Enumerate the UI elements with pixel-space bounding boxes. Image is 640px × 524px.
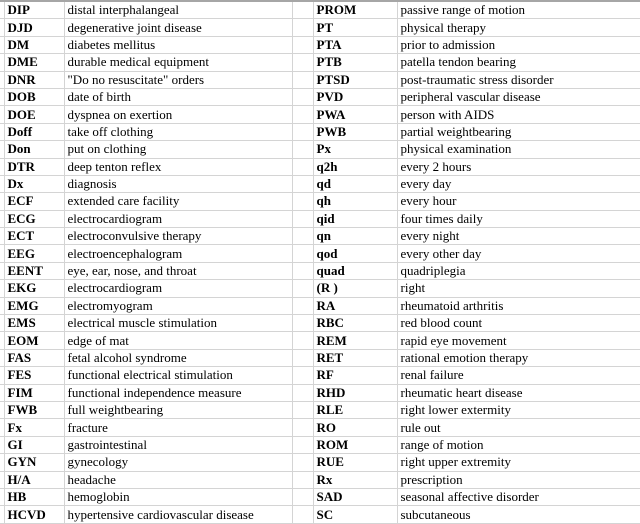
- left-abbreviation-cell[interactable]: DJD: [4, 19, 64, 36]
- left-abbreviation-cell[interactable]: Fx: [4, 419, 64, 436]
- empty-gap-cell[interactable]: [292, 297, 313, 314]
- left-definition-cell[interactable]: functional independence measure: [64, 384, 292, 401]
- empty-gap-cell[interactable]: [292, 2, 313, 19]
- left-definition-cell[interactable]: degenerative joint disease: [64, 19, 292, 36]
- right-abbreviation-cell[interactable]: qn: [313, 228, 397, 245]
- empty-gap-cell[interactable]: [292, 123, 313, 140]
- right-abbreviation-cell[interactable]: ROM: [313, 436, 397, 453]
- table-row: [0, 175, 640, 192]
- right-abbreviation-cell[interactable]: RO: [313, 419, 397, 436]
- right-definition-cell[interactable]: right: [397, 280, 640, 297]
- left-definition-cell[interactable]: extended care facility: [64, 193, 292, 210]
- right-abbreviation-cell[interactable]: qd: [313, 175, 397, 192]
- left-definition-cell[interactable]: fetal alcohol syndrome: [64, 349, 292, 366]
- table-row: [0, 315, 640, 332]
- empty-gap-cell[interactable]: [292, 245, 313, 262]
- right-definition-cell[interactable]: physical examination: [397, 141, 640, 158]
- left-abbreviation-cell[interactable]: FAS: [4, 349, 64, 366]
- empty-gap-cell[interactable]: [292, 262, 313, 279]
- left-abbreviation-cell[interactable]: ECG: [4, 210, 64, 227]
- left-abbreviation-cell[interactable]: DIP: [4, 2, 64, 19]
- right-definition-cell[interactable]: every other day: [397, 245, 640, 262]
- right-abbreviation-cell[interactable]: PT: [313, 19, 397, 36]
- right-definition-cell[interactable]: rule out: [397, 419, 640, 436]
- table-row: [0, 488, 640, 505]
- right-definition-cell[interactable]: quadriplegia: [397, 262, 640, 279]
- left-definition-cell[interactable]: diagnosis: [64, 175, 292, 192]
- table-row: [0, 506, 640, 523]
- right-abbreviation-cell[interactable]: PTA: [313, 36, 397, 53]
- right-abbreviation-cell[interactable]: Rx: [313, 471, 397, 488]
- left-definition-cell[interactable]: functional electrical stimulation: [64, 367, 292, 384]
- table-row: [0, 19, 640, 36]
- left-definition-cell[interactable]: edge of mat: [64, 332, 292, 349]
- table-row: [0, 419, 640, 436]
- table-row: [0, 123, 640, 140]
- empty-gap-cell[interactable]: [292, 384, 313, 401]
- right-abbreviation-cell[interactable]: (R ): [313, 280, 397, 297]
- left-definition-cell[interactable]: dyspnea on exertion: [64, 106, 292, 123]
- left-definition-cell[interactable]: deep tenton reflex: [64, 158, 292, 175]
- right-definition-cell[interactable]: prescription: [397, 471, 640, 488]
- right-abbreviation-cell[interactable]: PROM: [313, 2, 397, 19]
- right-abbreviation-cell[interactable]: SAD: [313, 488, 397, 505]
- left-abbreviation-cell[interactable]: EENT: [4, 262, 64, 279]
- left-abbreviation-cell[interactable]: FWB: [4, 401, 64, 418]
- empty-gap-cell[interactable]: [292, 506, 313, 523]
- empty-gap-cell[interactable]: [292, 280, 313, 297]
- empty-gap-cell[interactable]: [292, 88, 313, 105]
- left-abbreviation-cell[interactable]: GI: [4, 436, 64, 453]
- right-abbreviation-cell[interactable]: RUE: [313, 454, 397, 471]
- right-abbreviation-cell[interactable]: RLE: [313, 401, 397, 418]
- left-definition-cell[interactable]: electroconvulsive therapy: [64, 228, 292, 245]
- left-abbreviation-cell[interactable]: GYN: [4, 454, 64, 471]
- empty-gap-cell[interactable]: [292, 488, 313, 505]
- right-definition-cell[interactable]: seasonal affective disorder: [397, 488, 640, 505]
- right-definition-cell[interactable]: subcutaneous: [397, 506, 640, 523]
- right-definition-cell[interactable]: rational emotion therapy: [397, 349, 640, 366]
- table-row: [0, 401, 640, 418]
- left-definition-cell[interactable]: date of birth: [64, 88, 292, 105]
- right-abbreviation-cell[interactable]: qod: [313, 245, 397, 262]
- empty-gap-cell[interactable]: [292, 471, 313, 488]
- left-definition-cell[interactable]: gynecology: [64, 454, 292, 471]
- right-abbreviation-cell[interactable]: qh: [313, 193, 397, 210]
- table-row: [0, 36, 640, 53]
- left-abbreviation-cell[interactable]: EMS: [4, 315, 64, 332]
- right-abbreviation-cell[interactable]: SC: [313, 506, 397, 523]
- empty-gap-cell[interactable]: [292, 193, 313, 210]
- left-definition-cell[interactable]: electromyogram: [64, 297, 292, 314]
- left-abbreviation-cell[interactable]: FES: [4, 367, 64, 384]
- table-body: [0, 2, 640, 523]
- table-row: [0, 349, 640, 366]
- right-definition-cell[interactable]: prior to admission: [397, 36, 640, 53]
- right-abbreviation-cell[interactable]: RA: [313, 297, 397, 314]
- left-abbreviation-cell[interactable]: EKG: [4, 280, 64, 297]
- table-row: [0, 71, 640, 88]
- left-definition-cell[interactable]: durable medical equipment: [64, 54, 292, 71]
- left-abbreviation-cell[interactable]: ECF: [4, 193, 64, 210]
- table-row: [0, 2, 640, 19]
- left-definition-cell[interactable]: headache: [64, 471, 292, 488]
- table-row: [0, 228, 640, 245]
- right-definition-cell[interactable]: post-traumatic stress disorder: [397, 71, 640, 88]
- right-definition-cell[interactable]: every 2 hours: [397, 158, 640, 175]
- table-row: [0, 436, 640, 453]
- left-abbreviation-cell[interactable]: EOM: [4, 332, 64, 349]
- left-abbreviation-cell[interactable]: DOE: [4, 106, 64, 123]
- right-definition-cell[interactable]: passive range of motion: [397, 2, 640, 19]
- empty-gap-cell[interactable]: [292, 141, 313, 158]
- table-row: [0, 141, 640, 158]
- empty-gap-cell[interactable]: [292, 436, 313, 453]
- right-definition-cell[interactable]: physical therapy: [397, 19, 640, 36]
- left-abbreviation-cell[interactable]: DTR: [4, 158, 64, 175]
- left-definition-cell[interactable]: put on clothing: [64, 141, 292, 158]
- table-row: [0, 245, 640, 262]
- left-definition-cell[interactable]: electroencephalogram: [64, 245, 292, 262]
- left-definition-cell[interactable]: electrical muscle stimulation: [64, 315, 292, 332]
- empty-gap-cell[interactable]: [292, 54, 313, 71]
- left-abbreviation-cell[interactable]: ECT: [4, 228, 64, 245]
- right-abbreviation-cell[interactable]: PWA: [313, 106, 397, 123]
- empty-gap-cell[interactable]: [292, 454, 313, 471]
- left-abbreviation-cell[interactable]: DNR: [4, 71, 64, 88]
- empty-gap-cell[interactable]: [292, 210, 313, 227]
- right-definition-cell[interactable]: red blood count: [397, 315, 640, 332]
- right-abbreviation-cell[interactable]: RF: [313, 367, 397, 384]
- right-definition-cell[interactable]: every hour: [397, 193, 640, 210]
- table-row: [0, 471, 640, 488]
- table-row: [0, 280, 640, 297]
- right-definition-cell[interactable]: rapid eye movement: [397, 332, 640, 349]
- empty-gap-cell[interactable]: [292, 332, 313, 349]
- right-abbreviation-cell[interactable]: q2h: [313, 158, 397, 175]
- table-row: [0, 210, 640, 227]
- right-definition-cell[interactable]: four times daily: [397, 210, 640, 227]
- left-abbreviation-cell[interactable]: DM: [4, 36, 64, 53]
- left-definition-cell[interactable]: gastrointestinal: [64, 436, 292, 453]
- empty-gap-cell[interactable]: [292, 419, 313, 436]
- empty-gap-cell[interactable]: [292, 71, 313, 88]
- left-abbreviation-cell[interactable]: EMG: [4, 297, 64, 314]
- right-definition-cell[interactable]: range of motion: [397, 436, 640, 453]
- right-definition-cell[interactable]: partial weightbearing: [397, 123, 640, 140]
- empty-gap-cell[interactable]: [292, 315, 313, 332]
- left-abbreviation-cell[interactable]: DME: [4, 54, 64, 71]
- empty-gap-cell[interactable]: [292, 175, 313, 192]
- left-abbreviation-cell[interactable]: Don: [4, 141, 64, 158]
- left-abbreviation-cell[interactable]: EEG: [4, 245, 64, 262]
- table-row: [0, 384, 640, 401]
- left-definition-cell[interactable]: hypertensive cardiovascular disease: [64, 506, 292, 523]
- empty-gap-cell[interactable]: [292, 349, 313, 366]
- right-abbreviation-cell[interactable]: qid: [313, 210, 397, 227]
- right-abbreviation-cell[interactable]: PTSD: [313, 71, 397, 88]
- left-abbreviation-cell[interactable]: Doff: [4, 123, 64, 140]
- left-definition-cell[interactable]: diabetes mellitus: [64, 36, 292, 53]
- table-row: [0, 54, 640, 71]
- left-definition-cell[interactable]: "Do no resuscitate" orders: [64, 71, 292, 88]
- right-definition-cell[interactable]: peripheral vascular disease: [397, 88, 640, 105]
- empty-gap-cell[interactable]: [292, 19, 313, 36]
- table-row: [0, 454, 640, 471]
- left-definition-cell[interactable]: hemoglobin: [64, 488, 292, 505]
- right-definition-cell[interactable]: right lower extermity: [397, 401, 640, 418]
- table-row: [0, 193, 640, 210]
- right-definition-cell[interactable]: every night: [397, 228, 640, 245]
- right-definition-cell[interactable]: renal failure: [397, 367, 640, 384]
- empty-gap-cell[interactable]: [292, 36, 313, 53]
- empty-gap-cell[interactable]: [292, 401, 313, 418]
- right-abbreviation-cell[interactable]: PWB: [313, 123, 397, 140]
- table-row: [0, 262, 640, 279]
- right-definition-cell[interactable]: patella tendon bearing: [397, 54, 640, 71]
- right-abbreviation-cell[interactable]: RBC: [313, 315, 397, 332]
- right-abbreviation-cell[interactable]: PVD: [313, 88, 397, 105]
- left-abbreviation-cell[interactable]: HB: [4, 488, 64, 505]
- left-abbreviation-cell[interactable]: Dx: [4, 175, 64, 192]
- left-abbreviation-cell[interactable]: DOB: [4, 88, 64, 105]
- right-abbreviation-cell[interactable]: PTB: [313, 54, 397, 71]
- left-definition-cell[interactable]: distal interphalangeal: [64, 2, 292, 19]
- empty-gap-cell[interactable]: [292, 367, 313, 384]
- table-row: [0, 297, 640, 314]
- table-row: [0, 332, 640, 349]
- right-definition-cell[interactable]: right upper extremity: [397, 454, 640, 471]
- left-abbreviation-cell[interactable]: H/A: [4, 471, 64, 488]
- table-row: [0, 367, 640, 384]
- left-definition-cell[interactable]: full weightbearing: [64, 401, 292, 418]
- empty-gap-cell[interactable]: [292, 158, 313, 175]
- right-abbreviation-cell[interactable]: REM: [313, 332, 397, 349]
- abbreviation-table: [0, 2, 640, 524]
- right-abbreviation-cell[interactable]: RET: [313, 349, 397, 366]
- right-definition-cell[interactable]: rheumatoid arthritis: [397, 297, 640, 314]
- left-definition-cell[interactable]: electrocardiogram: [64, 280, 292, 297]
- table-row: [0, 106, 640, 123]
- table-row: [0, 88, 640, 105]
- left-definition-cell[interactable]: take off clothing: [64, 123, 292, 140]
- right-abbreviation-cell[interactable]: Px: [313, 141, 397, 158]
- right-abbreviation-cell[interactable]: quad: [313, 262, 397, 279]
- left-abbreviation-cell[interactable]: FIM: [4, 384, 64, 401]
- right-definition-cell[interactable]: every day: [397, 175, 640, 192]
- left-abbreviation-cell[interactable]: HCVD: [4, 506, 64, 523]
- right-definition-cell[interactable]: person with AIDS: [397, 106, 640, 123]
- empty-gap-cell[interactable]: [292, 228, 313, 245]
- right-abbreviation-cell[interactable]: RHD: [313, 384, 397, 401]
- empty-gap-cell[interactable]: [292, 106, 313, 123]
- table-row: [0, 158, 640, 175]
- left-definition-cell[interactable]: eye, ear, nose, and throat: [64, 262, 292, 279]
- left-definition-cell[interactable]: fracture: [64, 419, 292, 436]
- right-definition-cell[interactable]: rheumatic heart disease: [397, 384, 640, 401]
- left-definition-cell[interactable]: electrocardiogram: [64, 210, 292, 227]
